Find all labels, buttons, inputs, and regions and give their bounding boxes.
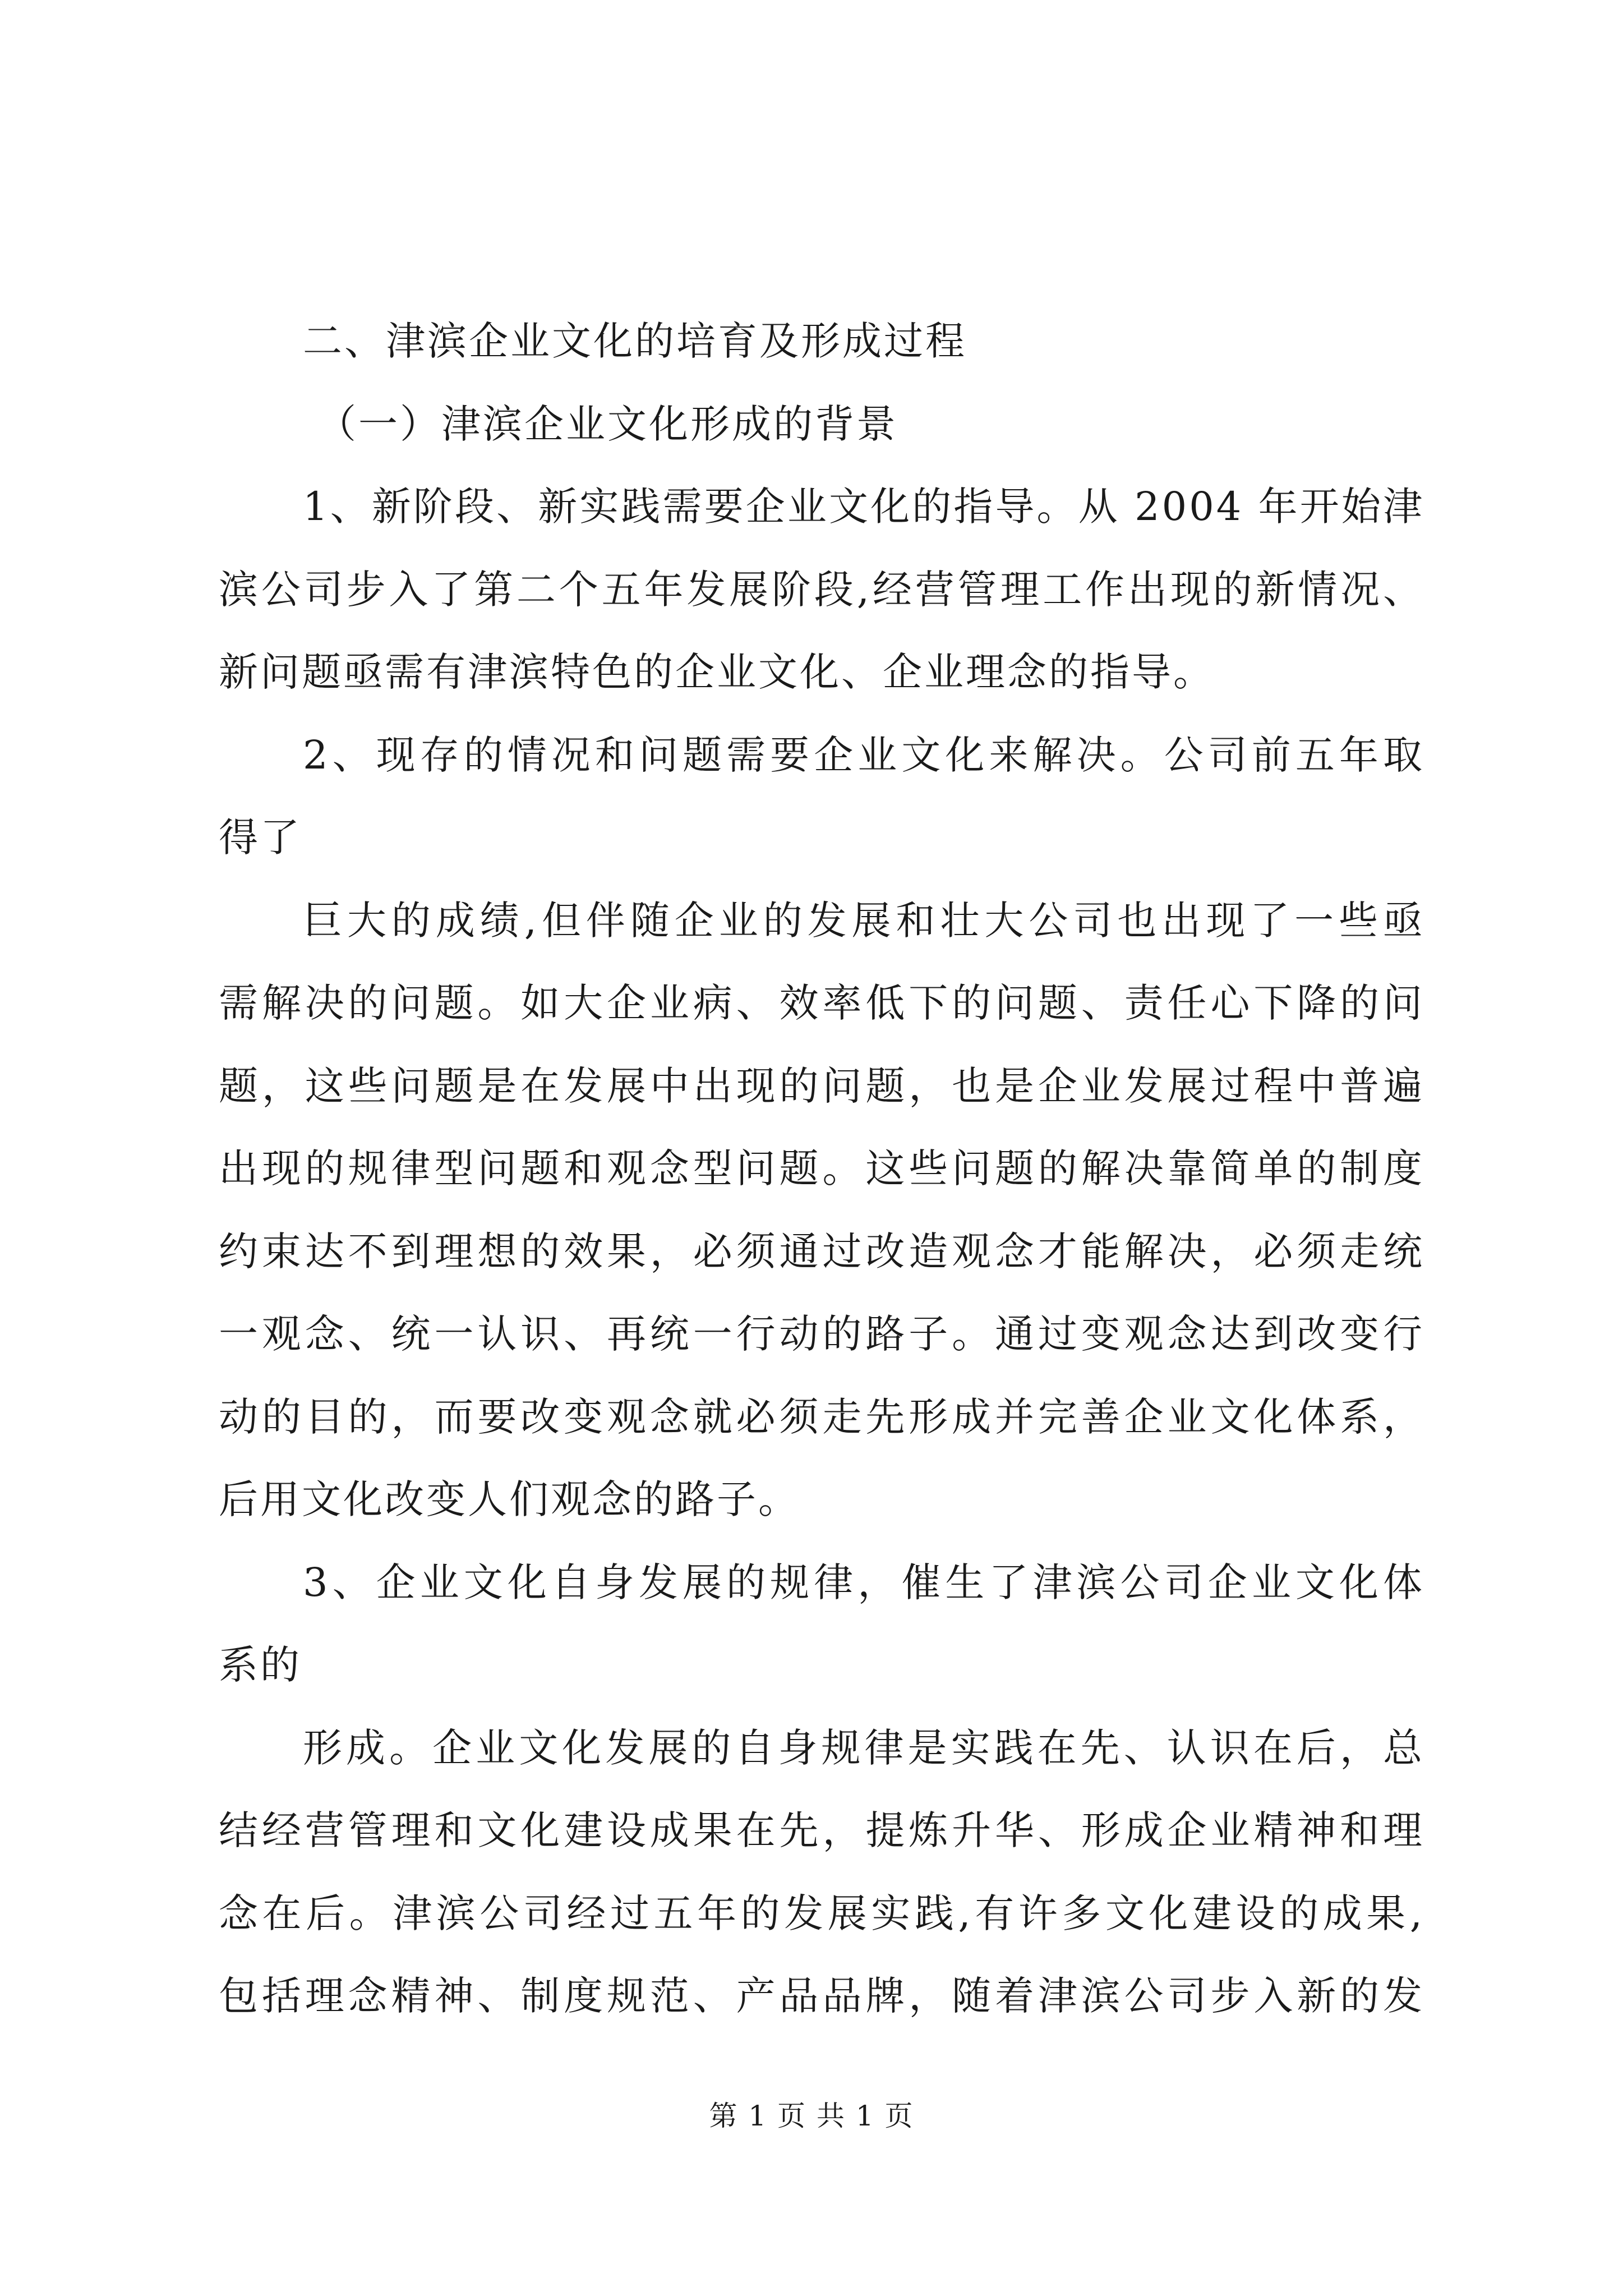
paragraph-line: 新问题亟需有津滨特色的企业文化、企业理念的指导。 bbox=[219, 649, 1215, 695]
paragraph-line: 出现的规律型问题和观念型问题。这些问题的解决靠简单的制度 bbox=[219, 1145, 1424, 1191]
paragraph-line: 形成。企业文化发展的自身规律是实践在先、认识在后，总 bbox=[303, 1724, 1424, 1771]
paragraph-line: 需解决的问题。如大企业病、效率低下的问题、责任心下降的问 bbox=[219, 980, 1424, 1026]
paragraph-line: 念在后。津滨公司经过五年的发展实践,有许多文化建设的成果, bbox=[219, 1890, 1424, 1936]
paragraph-line: 动的目的，而要改变观念就必须走先形成并完善企业文化体系， bbox=[219, 1393, 1424, 1440]
paragraph-line: 后用文化改变人们观念的路子。 bbox=[219, 1476, 800, 1522]
paragraph-line: 滨公司步入了第二个五年发展阶段,经营管理工作出现的新情况、 bbox=[219, 566, 1424, 613]
paragraph-line: 系的 bbox=[219, 1642, 302, 1688]
paragraph-line: 题，这些问题是在发展中出现的问题，也是企业发展过程中普遍 bbox=[219, 1062, 1424, 1109]
section-heading: 二、津滨企业文化的培育及形成过程 bbox=[303, 318, 967, 364]
paragraph-line: 一观念、统一认识、再统一行动的路子。通过变观念达到改变行 bbox=[219, 1311, 1424, 1357]
paragraph-line: 得了 bbox=[219, 815, 302, 861]
paragraph-line: 2、现存的情况和问题需要企业文化来解决。公司前五年取 bbox=[303, 731, 1424, 778]
paragraph-line: 约束达不到理想的效果，必须通过改造观念才能解决，必须走统 bbox=[219, 1228, 1424, 1274]
subsection-heading: （一）津滨企业文化形成的背景 bbox=[317, 401, 898, 447]
paragraph-line: 包括理念精神、制度规范、产品品牌，随着津滨公司步入新的发 bbox=[219, 1973, 1424, 2019]
document-body bbox=[219, 300, 1424, 2038]
page-number-footer: 第 1 页 共 1 页 bbox=[709, 2100, 914, 2132]
paragraph-line: 1、新阶段、新实践需要企业文化的指导。从 2004 年开始津 bbox=[303, 484, 1424, 530]
paragraph-line: 巨大的成绩,但伴随企业的发展和壮大公司也出现了一些亟 bbox=[303, 897, 1424, 944]
paragraph-line: 3、企业文化自身发展的规律，催生了津滨公司企业文化体 bbox=[303, 1559, 1424, 1605]
paragraph-line: 结经营管理和文化建设成果在先，提炼升华、形成企业精神和理 bbox=[219, 1807, 1424, 1853]
